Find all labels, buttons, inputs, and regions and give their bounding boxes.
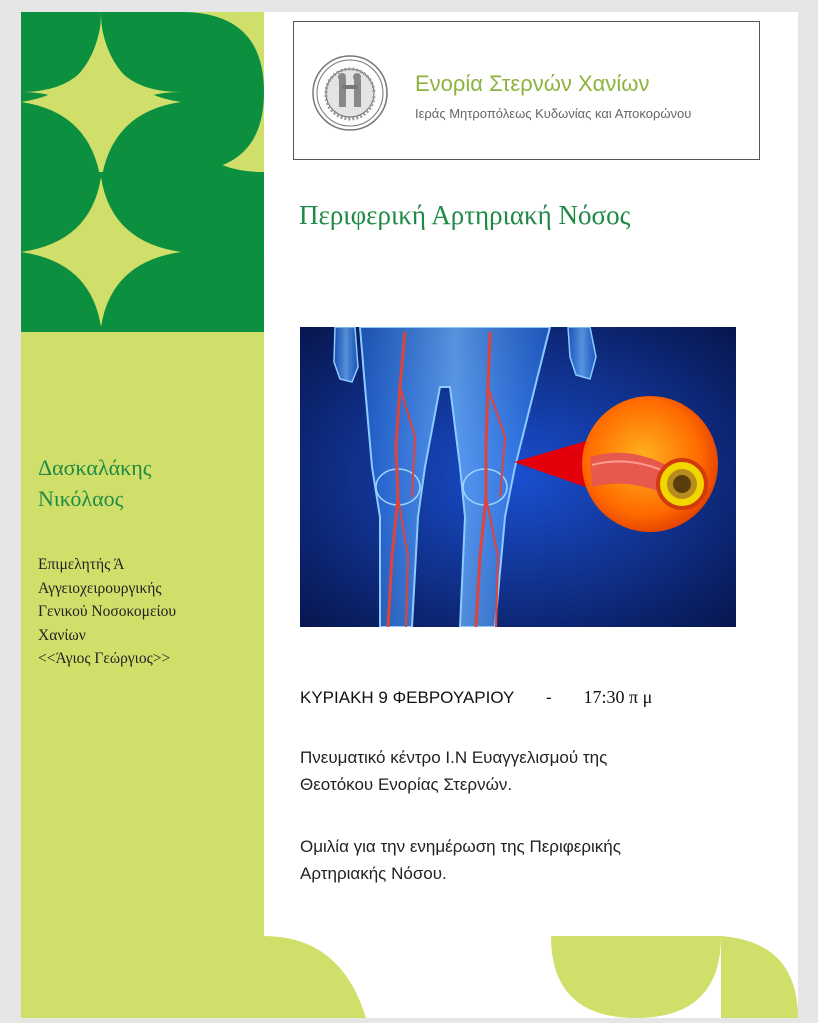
diocese-name: Ιεράς Μητροπόλεως Κυδωνίας και Αποκορώνου (415, 106, 692, 121)
role-line: Χανίων (38, 626, 86, 644)
speaker-name (38, 452, 258, 514)
location-line: Πνευματικό κέντρο Ι.Ν Ευαγγελισμού της (300, 748, 608, 767)
speaker-firstname: Νικόλαος (38, 486, 124, 511)
geometric-decoration (21, 12, 264, 332)
parish-name: Ενορία Στερνών Χανίων (415, 71, 650, 96)
event-time: 17:30 π μ (583, 687, 653, 707)
event-location (300, 744, 760, 798)
parish-header (293, 21, 760, 160)
role-line: Γενικού Νοσοκομείου (38, 603, 177, 620)
location-line: Θεοτόκου Ενορίας Στερνών. (300, 775, 513, 794)
church-seal-icon (312, 55, 388, 131)
description-line: Ομιλία για την ενημέρωση της Περιφερικής (300, 837, 621, 856)
description-line: Αρτηριακής Νόσου. (300, 864, 447, 883)
speaker-surname: Δασκαλάκης (38, 455, 152, 480)
sidebar (21, 12, 264, 1018)
event-date: ΚΥΡΙΑΚΗ 9 ΦΕΒΡΟΥΑΡΙΟΥ (300, 688, 515, 707)
role-line: <<Άγιος Γεώργιος>> (38, 650, 171, 667)
event-separator: - (545, 688, 552, 707)
role-line: Επιμελητής Ά (38, 556, 125, 573)
event-description (300, 833, 760, 887)
role-line: Αγγειοχειρουργικής (38, 579, 162, 597)
speaker-role (38, 553, 260, 671)
legs-arteries-illustration (300, 327, 736, 627)
talk-title: Περιφερική Αρτηριακή Νόσος (299, 200, 631, 230)
event-datetime (300, 687, 652, 708)
poster-page (21, 12, 798, 1018)
